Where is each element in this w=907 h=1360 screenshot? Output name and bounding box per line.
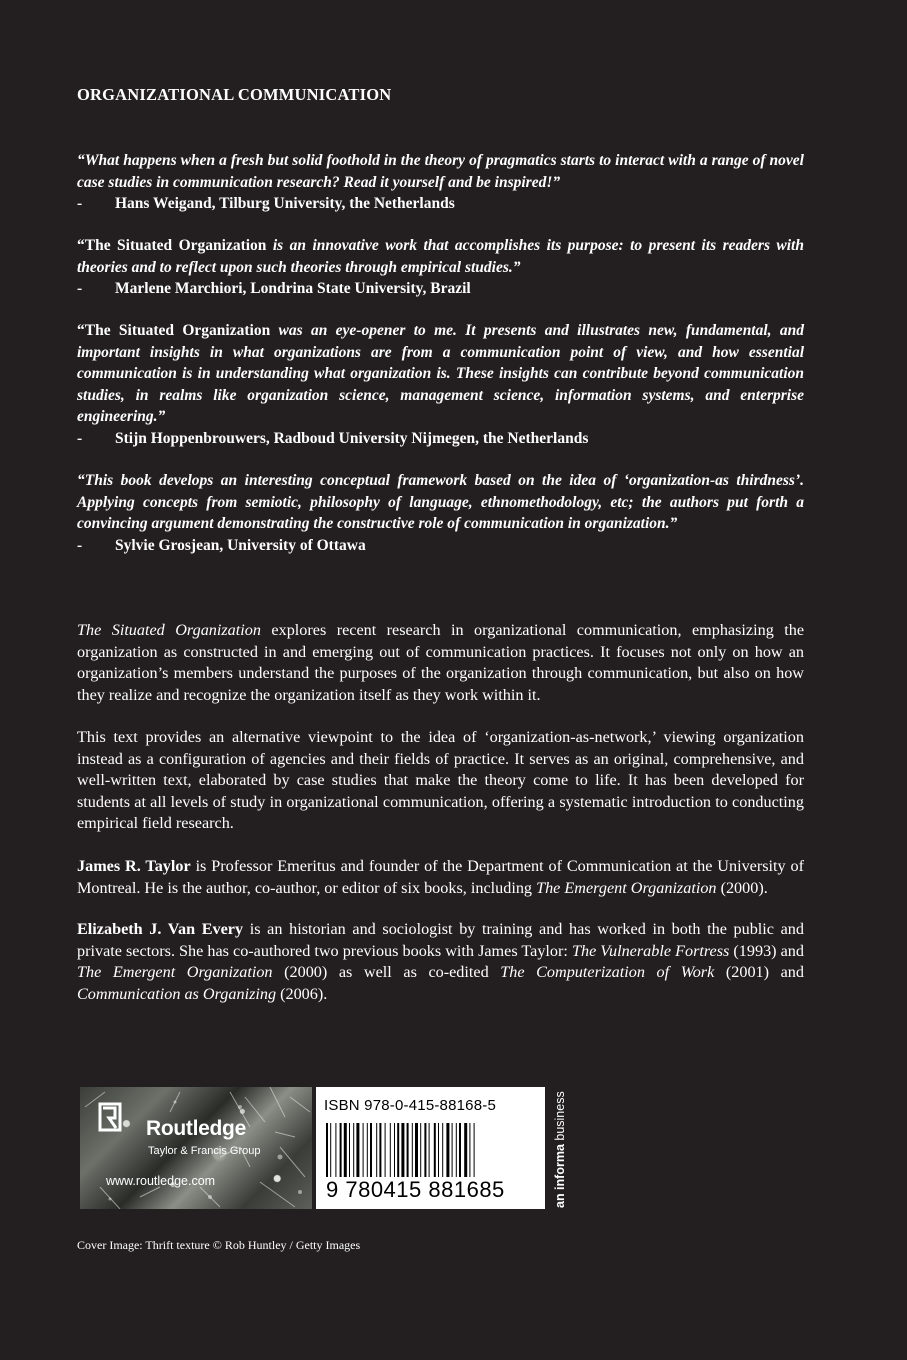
- paragraph-text: explores recent research in organizational communication, emphasizing the organization as constructed in and emerging out of communication practices. It focuses not only on how an organization’s members understand the purposes of the organization through communication, but also on how they realize and recognize the organization itself as they work within it.: [77, 621, 805, 704]
- endorsement-attribution: [77, 193, 804, 215]
- informa-brand: an informa: [553, 1144, 567, 1208]
- informa-business-tag: [553, 1091, 567, 1208]
- endorsement-quote: [77, 320, 804, 428]
- endorsement: [77, 320, 804, 449]
- book-title: The Emergent Organization: [536, 878, 717, 897]
- informa-text: business: [553, 1091, 567, 1145]
- publisher-url: www.routledge.com: [106, 1174, 216, 1188]
- endorsement-quote: [77, 235, 804, 278]
- routledge-logo-icon: [93, 1102, 123, 1160]
- isbn-barcode-box: [316, 1087, 545, 1209]
- attribution-name: Sylvie Grosjean, University of Ottawa: [115, 536, 366, 554]
- attribution-dash: -: [77, 280, 83, 297]
- cover-image-credit: Cover Image: Thrift texture © Rob Huntley / Getty Images: [77, 1238, 361, 1252]
- author-name: James R. Taylor: [77, 857, 191, 875]
- quote-text: was an eye-opener to me. It presents and illustrates new, fundamental, and important insights in what organizations are from a communication point of view, and how essential communication is in understanding what organization is. These insights can contribute beyond communication studies, in realms like organization science, management science, information systems, and enterprise engineering.”: [77, 322, 804, 425]
- description-paragraph: [77, 727, 804, 835]
- paragraph-text: This text provides an alternative viewpoint to the idea of ‘organization-as-network,’ viewing organization instead as a configuration of agencies and their fields of practice. It serves as an original, comprehensive, and well-written text, elaborated by case studies that make the theory come to life. It has been developed for students at all levels of study in organizational communication, offering a systematic introduction to conducting empirical field research.: [77, 728, 804, 832]
- series-title: ORGANIZATIONAL COMMUNICATION: [77, 85, 392, 104]
- attribution-name: Stijn Hoppenbrouwers, Radboud University Nijmegen, the Netherlands: [115, 429, 589, 447]
- description-paragraph: [77, 620, 804, 706]
- bio-text: (1993) and: [729, 941, 804, 960]
- endorsement-attribution: [77, 535, 804, 557]
- bio-text: is Professor Emeritus and founder of the Department of Communication at the University of Montreal. He is the author, co-author, or editor of six books, including: [77, 857, 805, 897]
- bio-text: (2006).: [276, 984, 328, 1003]
- author-bio: [77, 919, 804, 1005]
- book-title: The Vulnerable Fortress: [571, 941, 730, 960]
- author-name: Elizabeth J. Van Every: [77, 920, 244, 938]
- attribution-dash: -: [77, 429, 83, 447]
- endorsement-quote: “This book develops an interesting conceptual framework based on the idea of ‘organization-as thirdness’. Applying concepts from semiotic, philosophy of language, ethnomethodology, etc; the authors put forth a convincing argument demonstrating the constructive role of communication in organization.”: [77, 472, 804, 532]
- book-title: The Computerization of Work: [500, 963, 715, 981]
- endorsement-attribution: [77, 428, 804, 450]
- endorsement-attribution: [77, 278, 804, 300]
- publisher-group: Taylor & Francis Group: [148, 1145, 261, 1157]
- isbn-label: ISBN 978-0-415-88168-5: [324, 1097, 497, 1114]
- endorsement: [77, 470, 804, 556]
- bio-text: (2001) and: [714, 963, 804, 981]
- bio-text: (2000).: [716, 878, 768, 897]
- publisher-logo-panel: [80, 1087, 312, 1209]
- publisher-name: Routledge: [146, 1117, 246, 1140]
- author-bio: [77, 856, 804, 899]
- quoted-book-title: “The Situated Organization: [77, 322, 271, 339]
- attribution-name: Marlene Marchiori, Londrina State University, Brazil: [115, 280, 471, 297]
- book-title: Communication as Organizing: [77, 984, 277, 1003]
- isbn-digits: 9 780415 881685: [326, 1177, 505, 1202]
- bio-text: (2000) as well as co-edited: [272, 963, 501, 981]
- endorsement: [77, 150, 804, 215]
- quoted-book-title: “The Situated Organization: [77, 237, 267, 254]
- bio-text: is an historian and sociologist by training and has worked in both the public and private sectors. She has co-authored two previous books with James Taylor:: [77, 920, 804, 960]
- quote-text: is an innovative work that accomplishes its purpose: to present its readers with theories and to reflect upon such theories through empirical studies.”: [77, 237, 804, 276]
- attribution-name: Hans Weigand, Tilburg University, the Netherlands: [115, 195, 455, 212]
- endorsement-quote: “What happens when a fresh but solid foothold in the theory of pragmatics starts to interact with a range of novel case studies in communication research? Read it yourself and be inspired!”: [77, 152, 804, 191]
- book-title: The Situated Organization: [77, 621, 261, 639]
- attribution-dash: -: [77, 195, 83, 212]
- book-title: The Emergent Organization: [77, 963, 273, 981]
- attribution-dash: -: [77, 536, 83, 554]
- endorsement: [77, 235, 804, 300]
